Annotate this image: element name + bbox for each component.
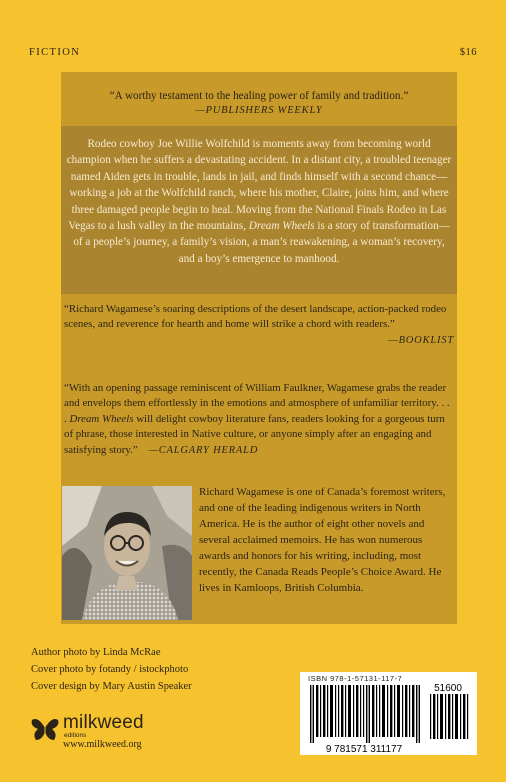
- credit-author-photo: Author photo by Linda McRae: [31, 647, 161, 658]
- genre-label: FICTION: [29, 47, 81, 58]
- publisher-url: www.milkweed.org: [63, 739, 142, 750]
- barcode-icon: [300, 672, 477, 755]
- ean-number: 9 781571 311177: [325, 744, 403, 755]
- credits: [31, 645, 192, 696]
- review-quote: “A worthy testament to the healing power of family and tradition.”: [109, 90, 409, 102]
- publisher-logo: [30, 712, 190, 752]
- review-calgary-herald: [64, 381, 454, 458]
- review-book-title: Dream Wheels: [69, 412, 134, 425]
- review-source: —CALGARY HERALD: [148, 444, 259, 456]
- review-quote: “Richard Wagamese’s soaring descriptions of the desert landscape, action-packed rodeo scenes, and reverence for hearth and home will strike a chord with readers.”: [64, 303, 447, 331]
- credit-cover-photo: Cover photo by fotandy / istockphoto: [31, 663, 189, 675]
- isbn-barcode: [300, 672, 477, 755]
- price-label: $16: [459, 47, 477, 58]
- author-bio: Richard Wagamese is one of Canada’s foremost writers, and one of the leading indigenous writers in North America. He is the author of eight other novels and several acclaimed memoirs. He has won numerous awards and honors for his writing, including, most recently, the Canada Reads People’s Choice Award. He lives in Kamloops, British Columbia.: [199, 486, 446, 594]
- review-quote-end: will delight cowboy literature fans, readers looking for a gorgeous turn of phrase, those interested in Native culture, or anyone simply after an engaging and satisfying story.”: [64, 412, 445, 456]
- publisher-name: milkweed: [63, 712, 144, 733]
- review-publishers-weekly: [61, 89, 457, 118]
- review-source: —PUBLISHERS WEEKLY: [195, 104, 323, 116]
- blurb-text: Rodeo cowboy Joe Willie Wolfchild is moments away from becoming world champion when he suffers a devastating accident. In a distant city, a troubled teenager named Aiden gets in trouble, lands in jail, and finds himself with a second chance—working a job at the Wolfchild ranch, where his mother, Claire, joins him, and where three damaged people begin to heal. Moving from the National Finals Rodeo in Las Vegas to a lush valley in the mountains,: [66, 138, 452, 233]
- author-photo: [62, 486, 192, 620]
- butterfly-icon: [30, 714, 60, 744]
- publisher-subtitle: editions: [64, 732, 87, 739]
- isbn-number: ISBN 978-1-57131-117-7: [308, 674, 403, 683]
- credit-cover-design: Cover design by Mary Austin Speaker: [31, 680, 192, 692]
- blurb-book-title: Dream Wheels: [248, 220, 315, 233]
- review-booklist: [64, 302, 454, 348]
- book-blurb: [64, 136, 454, 267]
- review-quote: “With an opening passage reminiscent of William Faulkner, Wagamese grabs the reader and envelops them effortlessly in the emotions and atmosphere of unfamiliar territory. . . .: [64, 382, 450, 425]
- author-photo-image: [62, 486, 192, 620]
- price-code: 51600: [434, 683, 462, 694]
- blurb-text-end: is a story of transformation—of a people’s journey, a family’s vision, a man’s reawakening, a woman’s recovery, and a boy’s emergence to manhood.: [73, 220, 450, 265]
- review-source: —BOOKLIST: [388, 334, 454, 346]
